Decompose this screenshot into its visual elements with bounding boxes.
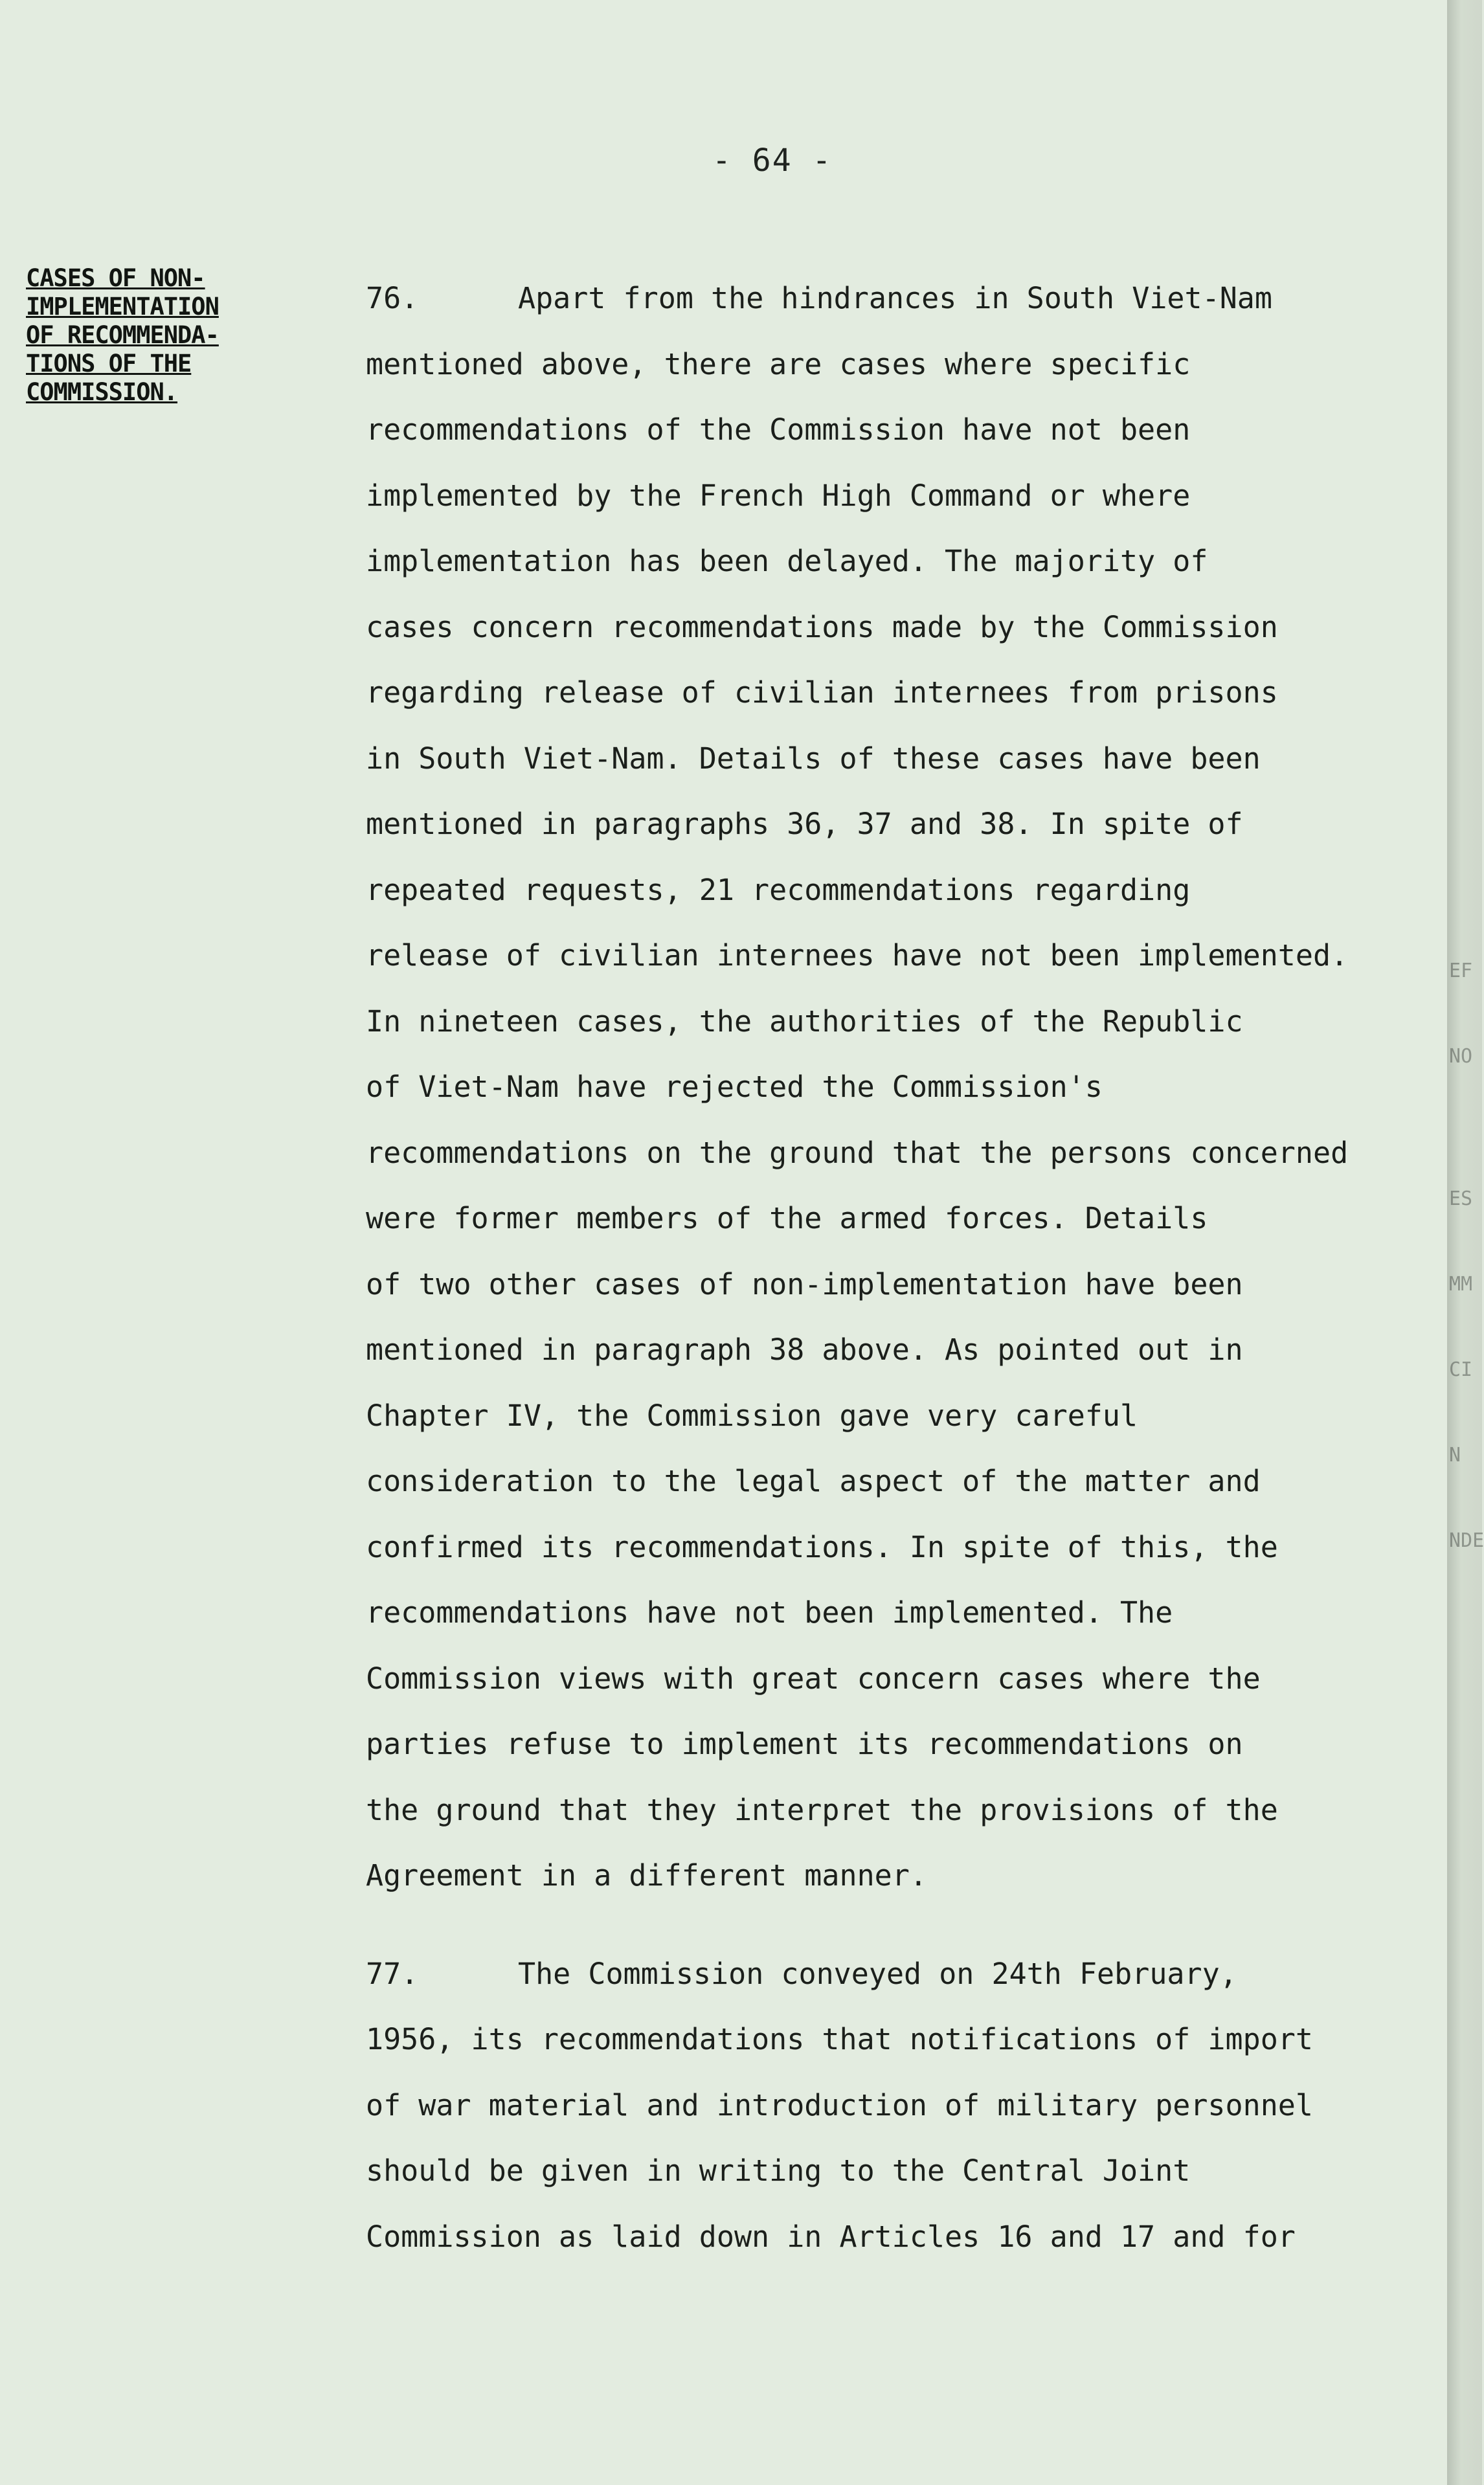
text-line: implementation has been delayed. The majority of [366, 544, 1208, 578]
edge-line: NO [1449, 1045, 1473, 1068]
text-line: Agreement in a different manner. [366, 1858, 927, 1893]
text-line: Commission as laid down in Articles 16 and 17 and for [366, 2219, 1296, 2254]
margin-heading-line: IMPLEMENTATION [26, 293, 219, 320]
margin-heading-line: OF RECOMMENDA- [26, 321, 219, 349]
text-line: Commission views with great concern cases where the [366, 1661, 1261, 1696]
text-line: release of civilian internees have not been implemented. [366, 938, 1349, 973]
text-line-content: The Commission conveyed on 24th February, [518, 1956, 1237, 1991]
text-line: were former members of the armed forces. Details [366, 1201, 1208, 1235]
edge-line: EF [1449, 960, 1473, 982]
edge-line: NDE [1449, 1529, 1484, 1552]
text-line [366, 265, 1428, 332]
margin-heading-line: CASES OF NON- [26, 264, 205, 292]
text-line: regarding release of civilian internees from prisons [366, 675, 1278, 710]
text-line-content: Apart from the hindrances in South Viet-Nam [518, 281, 1272, 315]
text-line: mentioned in paragraphs 36, 37 and 38. In spite of [366, 807, 1243, 841]
text-line: of war material and introduction of military personnel [366, 2087, 1313, 2122]
text-line [366, 1941, 1428, 2007]
text-line: of two other cases of non-implementation have been [366, 1266, 1243, 1301]
text-line: implemented by the French High Command or where [366, 478, 1191, 513]
paragraph-number: 76. [366, 281, 419, 315]
text-line: consideration to the legal aspect of the matter and [366, 1464, 1261, 1498]
page-number: - 64 - [712, 142, 833, 179]
text-line: repeated requests, 21 recommendations regarding [366, 872, 1191, 907]
text-line: should be given in writing to the Central Joint [366, 2153, 1191, 2188]
adjacent-page-text [1449, 900, 1484, 1584]
text-line: the ground that they interpret the provisions of the [366, 1792, 1278, 1827]
body-text [366, 265, 1428, 2269]
margin-heading [26, 264, 320, 407]
text-line: in South Viet-Nam. Details of these cases have been [366, 741, 1261, 776]
edge-line: N [1449, 1444, 1461, 1467]
edge-line: MM [1449, 1273, 1473, 1296]
text-line: mentioned in paragraph 38 above. As pointed out in [366, 1332, 1243, 1367]
edge-line: ES [1449, 1187, 1473, 1210]
text-line: recommendations of the Commission have not been [366, 412, 1191, 447]
text-line: Chapter IV, the Commission gave very careful [366, 1398, 1138, 1433]
text-line: confirmed its recommendations. In spite of this, the [366, 1529, 1278, 1564]
text-line: of Viet-Nam have rejected the Commission's [366, 1070, 1103, 1104]
paragraph-77 [366, 1941, 1428, 2270]
text-line: recommendations on the ground that the persons concerned [366, 1135, 1349, 1170]
text-line: recommendations have not been implemented. The [366, 1595, 1173, 1630]
text-line: cases concern recommendations made by the Commission [366, 609, 1278, 644]
edge-line: CI [1449, 1358, 1473, 1381]
margin-heading-line: COMMISSION. [26, 378, 178, 406]
text-line: 1956, its recommendations that notifications of import [366, 2022, 1313, 2056]
text-line: parties refuse to implement its recommendations on [366, 1727, 1243, 1761]
text-line: mentioned above, there are cases where specific [366, 346, 1191, 381]
text-line: In nineteen cases, the authorities of the Republic [366, 1004, 1243, 1039]
paragraph-76 [366, 265, 1428, 1909]
margin-heading-line: TIONS OF THE [26, 350, 192, 377]
paragraph-number: 77. [366, 1956, 419, 1991]
